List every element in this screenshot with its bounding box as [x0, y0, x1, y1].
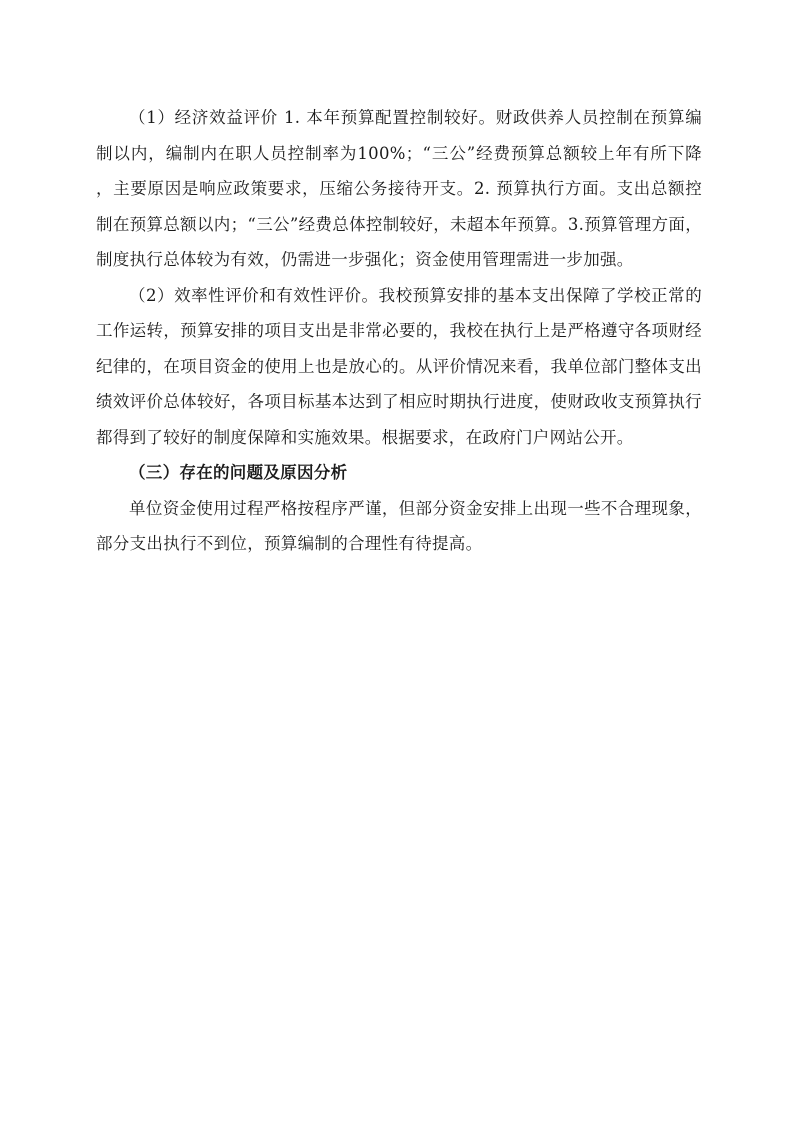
paragraph-economic-benefit-evaluation: （1）经济效益评价 1. 本年预算配置控制较好。财政供养人员控制在预算编制以内，编制内在职人员控制率为100%；“三公”经费预算总额较上年有所下降 ，主要原因是响应政策要求，压缩公务接待开支。2. 预算执行方面。支出总额控制在预算总额以内；“三公”经费总体控制较好，未超本年预算。3.预算管理方面，制度执行总体较为有效，仍需进一步强化；资金使用管理需进一步加强。: [96, 108, 702, 269]
paragraph-efficiency-evaluation: （2）效率性评价和有效性评价。我校预算安排的基本支出保障了学校正常的工作运转，预算安排的项目支出是非常必要的，我校在执行上是严格遵守各项财经纪律的，在项目资金的使用上也是放心的。从评价情况来看，我单位部门整体支出绩效评价总体较好，各项目标基本达到了相应时期执行进度，使财政收支预算执行都得到了较好的制度保障和实施效果。根据要求，在政府门户网站公开。: [96, 285, 702, 447]
paragraph-problems-analysis: 单位资金使用过程严格按程序严谨，但部分资金安排上出现一些不合理现象，部分支出执行不到位，预算编制的合理性有待提高。: [96, 498, 702, 553]
section-heading-problems: （三）存在的问题及原因分析: [129, 463, 348, 482]
document-body: [96, 100, 702, 562]
